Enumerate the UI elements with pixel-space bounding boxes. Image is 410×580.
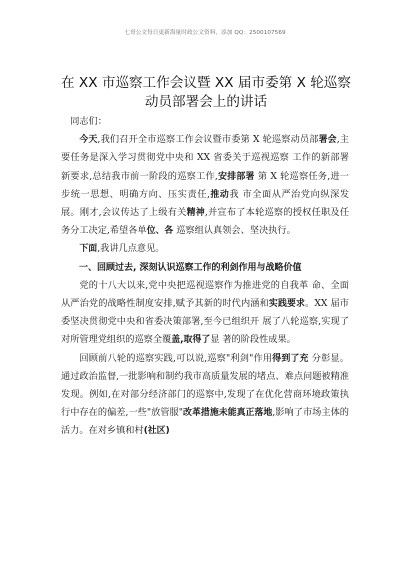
- paragraph-text: ,主要任务是深入学习贯彻党中央和 XX 省委关于巡视巡察 工作的新部署新要求,总结我市前一阶段的巡察工作,: [61, 134, 349, 182]
- paragraph-3: [61, 277, 349, 350]
- paragraph-text: ,并宣布了本轮巡察的授权任职及任务分工决定,希望各单: [61, 207, 350, 237]
- paragraph-text: 巡察组认真领会、坚决执行。: [173, 225, 296, 237]
- bold-text: 署会: [318, 135, 337, 146]
- bold-text: 得到了充: [272, 353, 309, 364]
- paragraph-text: 回顾前八轮的巡察实践,可以说,巡察"利剑"作用: [79, 352, 273, 364]
- paragraph-text: 我 市全面从严治党向纵深发展。刚才,会议传达了上级有关: [61, 188, 350, 219]
- header-note: 七哥公文每日更新海量时政公文资料，添加 QQ：2500107569: [124, 30, 286, 36]
- bold-text: 今天: [79, 135, 98, 146]
- document-body: [61, 113, 349, 441]
- paragraph-4: [61, 350, 349, 441]
- paragraph-text: 。XX 届市委坚决贯彻党中央和省委决策部署,至今已组织开 展了八轮巡察,实现了对所管理党组织的巡察全覆: [61, 298, 349, 346]
- paragraph-text: 第 X 轮巡察任务,进一步统一思想、明确方向、压实责任,: [61, 170, 349, 200]
- bold-text: 盖,取得了: [171, 335, 211, 346]
- paragraph-1: [61, 131, 349, 240]
- paragraph-text: 显 著的阶段性成果。: [210, 334, 296, 346]
- paragraph-text: ,影响了市场主体的活力。在对乡镇和村: [61, 407, 349, 437]
- salutation: 同志们：: [70, 116, 107, 127]
- bold-text: 精神: [186, 208, 205, 219]
- section-heading-1: 一、回顾过去, 深刻认识巡察工作的利剑作用与战略价值: [79, 262, 302, 273]
- paragraph-text: 分彰显。通过政治监督,一批影响和制约我市高质量发展的堵点、难点问题被精准发现。例如,在对部分经济部门的巡察中,发现了在优化营商环境政策执行中存在的偏差,一些"放管服": [61, 352, 349, 419]
- paragraph-text: ,我们召开全市巡察工作会议暨市委第 X 轮巡察动员部: [97, 134, 319, 146]
- bold-text: 位、各: [146, 226, 174, 237]
- bold-text: 实践要求: [268, 299, 306, 310]
- bold-text: 安排部署: [217, 171, 255, 182]
- paragraph-text: ,我讲几点意见。: [97, 243, 165, 255]
- paragraph-2: [61, 240, 349, 258]
- document-title: 在 XX 市巡察工作会议暨 XX 届市委第 X 轮巡察动员部署会上的讲话: [61, 75, 351, 110]
- bold-text: (社区): [143, 426, 170, 437]
- bold-text: 推动: [209, 189, 230, 200]
- paragraph-text: 党的十八大以来,党中央把巡视巡察作为推进党的自我革 命、全面从严治党的战略性制度安排,赋予其新的时代内涵和: [61, 279, 349, 310]
- bold-text: 改革措施未能真正落地: [183, 408, 273, 419]
- bold-text: 下面: [79, 244, 98, 255]
